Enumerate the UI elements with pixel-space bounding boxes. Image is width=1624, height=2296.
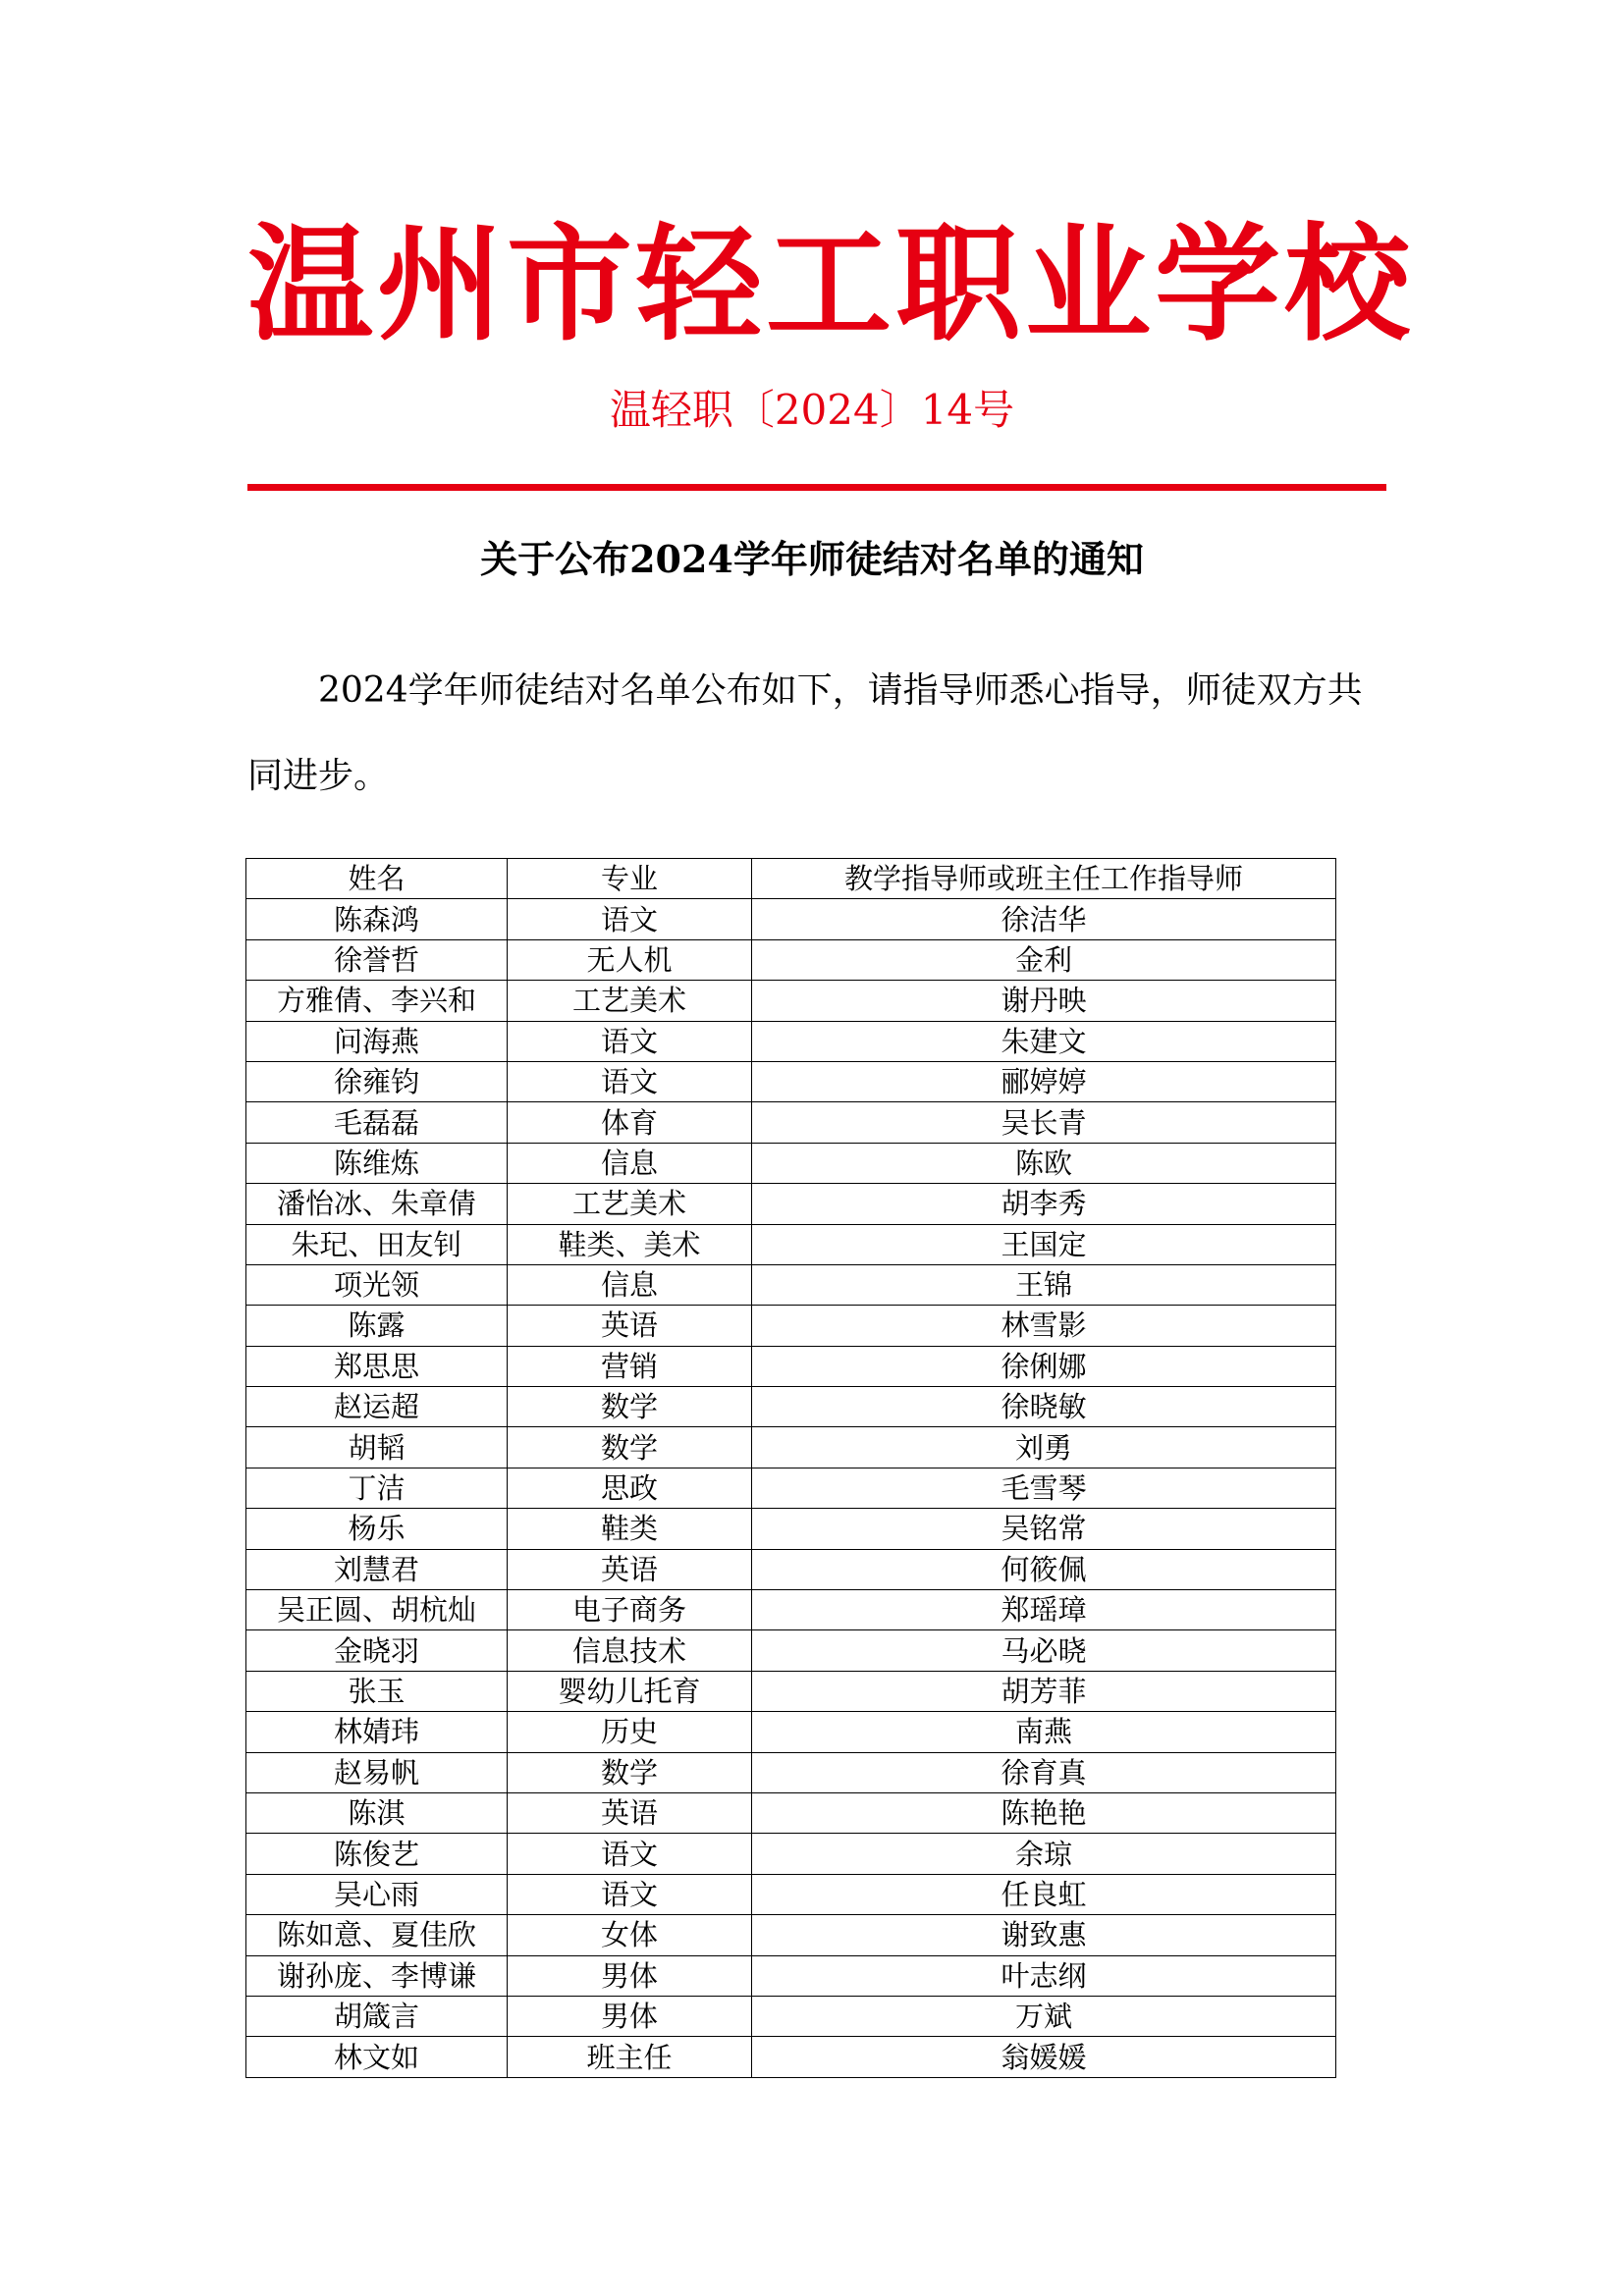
cell-name: 谢孙庞、李博谦 <box>246 1955 508 1996</box>
cell-mentor: 谢致惠 <box>752 1915 1336 1955</box>
cell-major: 信息技术 <box>508 1630 752 1671</box>
header-name: 姓名 <box>246 859 508 899</box>
cell-major: 历史 <box>508 1712 752 1752</box>
document-number: 温轻职〔2024〕14号 <box>609 386 1015 434</box>
school-name-header: 温州市轻工职业学校 <box>247 211 1415 358</box>
table-row <box>246 1915 1336 1955</box>
cell-major: 信息 <box>508 1264 752 1305</box>
cell-major: 思政 <box>508 1468 752 1508</box>
table-row <box>246 939 1336 980</box>
table-row <box>246 1590 1336 1630</box>
cell-major: 男体 <box>508 1996 752 2036</box>
cell-mentor: 郦婷婷 <box>752 1061 1336 1101</box>
cell-major: 英语 <box>508 1792 752 1833</box>
cell-mentor: 朱建文 <box>752 1021 1336 1061</box>
cell-mentor: 任良虹 <box>752 1874 1336 1914</box>
table-row <box>246 981 1336 1021</box>
header-mentor: 教学指导师或班主任工作指导师 <box>752 859 1336 899</box>
cell-mentor: 陈艳艳 <box>752 1792 1336 1833</box>
cell-name: 丁洁 <box>246 1468 508 1508</box>
cell-name: 刘慧君 <box>246 1549 508 1589</box>
cell-mentor: 叶志纲 <box>752 1955 1336 1996</box>
cell-mentor: 林雪影 <box>752 1306 1336 1346</box>
cell-name: 杨乐 <box>246 1509 508 1549</box>
table-row <box>246 1184 1336 1224</box>
cell-mentor: 胡李秀 <box>752 1184 1336 1224</box>
cell-major: 体育 <box>508 1102 752 1143</box>
cell-mentor: 王锦 <box>752 1264 1336 1305</box>
red-divider-line <box>247 484 1386 491</box>
table-body <box>246 899 1336 2077</box>
table-row <box>246 1306 1336 1346</box>
cell-mentor: 吴铭常 <box>752 1509 1336 1549</box>
table-row <box>246 1346 1336 1386</box>
cell-name: 胡箴言 <box>246 1996 508 2036</box>
cell-name: 吴心雨 <box>246 1874 508 1914</box>
cell-mentor: 徐育真 <box>752 1752 1336 1792</box>
cell-major: 语文 <box>508 1834 752 1874</box>
mentor-pairing-table <box>245 858 1336 2078</box>
header-major: 专业 <box>508 859 752 899</box>
cell-name: 林文如 <box>246 2037 508 2077</box>
cell-name: 胡韬 <box>246 1427 508 1468</box>
cell-mentor: 万斌 <box>752 1996 1336 2036</box>
cell-name: 潘怡冰、朱章倩 <box>246 1184 508 1224</box>
cell-major: 营销 <box>508 1346 752 1386</box>
table-row <box>246 1955 1336 1996</box>
table-row <box>246 1712 1336 1752</box>
cell-name: 金晓羽 <box>246 1630 508 1671</box>
cell-mentor: 南燕 <box>752 1712 1336 1752</box>
cell-major: 鞋类 <box>508 1509 752 1549</box>
cell-major: 婴幼儿托育 <box>508 1671 752 1711</box>
table-row <box>246 1752 1336 1792</box>
cell-major: 语文 <box>508 1061 752 1101</box>
cell-major: 英语 <box>508 1549 752 1589</box>
cell-major: 语文 <box>508 1874 752 1914</box>
cell-major: 女体 <box>508 1915 752 1955</box>
cell-name: 毛磊磊 <box>246 1102 508 1143</box>
intro-paragraph: 2024学年师徒结对名单公布如下，请指导师悉心指导，师徒双方共同进步。 <box>247 670 1363 796</box>
table-row <box>246 1427 1336 1468</box>
cell-mentor: 金利 <box>752 939 1336 980</box>
table-row <box>246 1996 1336 2036</box>
cell-mentor: 徐洁华 <box>752 899 1336 939</box>
cell-name: 项光领 <box>246 1264 508 1305</box>
cell-name: 徐誉哲 <box>246 939 508 980</box>
cell-mentor: 陈欧 <box>752 1143 1336 1183</box>
cell-name: 陈淇 <box>246 1792 508 1833</box>
cell-mentor: 翁媛媛 <box>752 2037 1336 2077</box>
table-header-row <box>246 859 1336 899</box>
cell-major: 男体 <box>508 1955 752 1996</box>
cell-mentor: 余琼 <box>752 1834 1336 1874</box>
cell-major: 语文 <box>508 1021 752 1061</box>
notice-title: 关于公布2024学年师徒结对名单的通知 <box>480 537 1144 581</box>
cell-mentor: 何筱佩 <box>752 1549 1336 1589</box>
cell-name: 陈维炼 <box>246 1143 508 1183</box>
table-row <box>246 1021 1336 1061</box>
cell-name: 问海燕 <box>246 1021 508 1061</box>
cell-major: 英语 <box>508 1306 752 1346</box>
table-row <box>246 1792 1336 1833</box>
cell-major: 工艺美术 <box>508 1184 752 1224</box>
cell-mentor: 郑瑶璋 <box>752 1590 1336 1630</box>
cell-major: 无人机 <box>508 939 752 980</box>
cell-major: 数学 <box>508 1387 752 1427</box>
cell-major: 鞋类、美术 <box>508 1224 752 1264</box>
cell-major: 工艺美术 <box>508 981 752 1021</box>
cell-name: 林婧玮 <box>246 1712 508 1752</box>
cell-name: 陈如意、夏佳欣 <box>246 1915 508 1955</box>
table-row <box>246 1671 1336 1711</box>
cell-mentor: 胡芳菲 <box>752 1671 1336 1711</box>
cell-major: 信息 <box>508 1143 752 1183</box>
table-row <box>246 1224 1336 1264</box>
cell-major: 语文 <box>508 899 752 939</box>
table-row <box>246 1143 1336 1183</box>
cell-mentor: 吴长青 <box>752 1102 1336 1143</box>
cell-major: 电子商务 <box>508 1590 752 1630</box>
cell-mentor: 徐俐娜 <box>752 1346 1336 1386</box>
cell-name: 陈森鸿 <box>246 899 508 939</box>
table-row <box>246 1630 1336 1671</box>
cell-name: 徐雍钧 <box>246 1061 508 1101</box>
cell-major: 数学 <box>508 1427 752 1468</box>
cell-name: 张玉 <box>246 1671 508 1711</box>
cell-name: 赵易帆 <box>246 1752 508 1792</box>
cell-major: 数学 <box>508 1752 752 1792</box>
table-row <box>246 899 1336 939</box>
table-row <box>246 1468 1336 1508</box>
cell-mentor: 徐晓敏 <box>752 1387 1336 1427</box>
table-row <box>246 2037 1336 2077</box>
cell-mentor: 马必晓 <box>752 1630 1336 1671</box>
cell-name: 陈露 <box>246 1306 508 1346</box>
table-row <box>246 1061 1336 1101</box>
cell-name: 吴正圆、胡杭灿 <box>246 1590 508 1630</box>
table-row <box>246 1509 1336 1549</box>
cell-name: 郑思思 <box>246 1346 508 1386</box>
cell-name: 朱玘、田友钊 <box>246 1224 508 1264</box>
cell-name: 陈俊艺 <box>246 1834 508 1874</box>
cell-name: 赵运超 <box>246 1387 508 1427</box>
cell-mentor: 毛雪琴 <box>752 1468 1336 1508</box>
cell-major: 班主任 <box>508 2037 752 2077</box>
table-row <box>246 1264 1336 1305</box>
cell-mentor: 刘勇 <box>752 1427 1336 1468</box>
table-row <box>246 1834 1336 1874</box>
cell-name: 方雅倩、李兴和 <box>246 981 508 1021</box>
table-row <box>246 1874 1336 1914</box>
table-row <box>246 1102 1336 1143</box>
cell-mentor: 谢丹映 <box>752 981 1336 1021</box>
table-row <box>246 1549 1336 1589</box>
table-row <box>246 1387 1336 1427</box>
cell-mentor: 王国定 <box>752 1224 1336 1264</box>
